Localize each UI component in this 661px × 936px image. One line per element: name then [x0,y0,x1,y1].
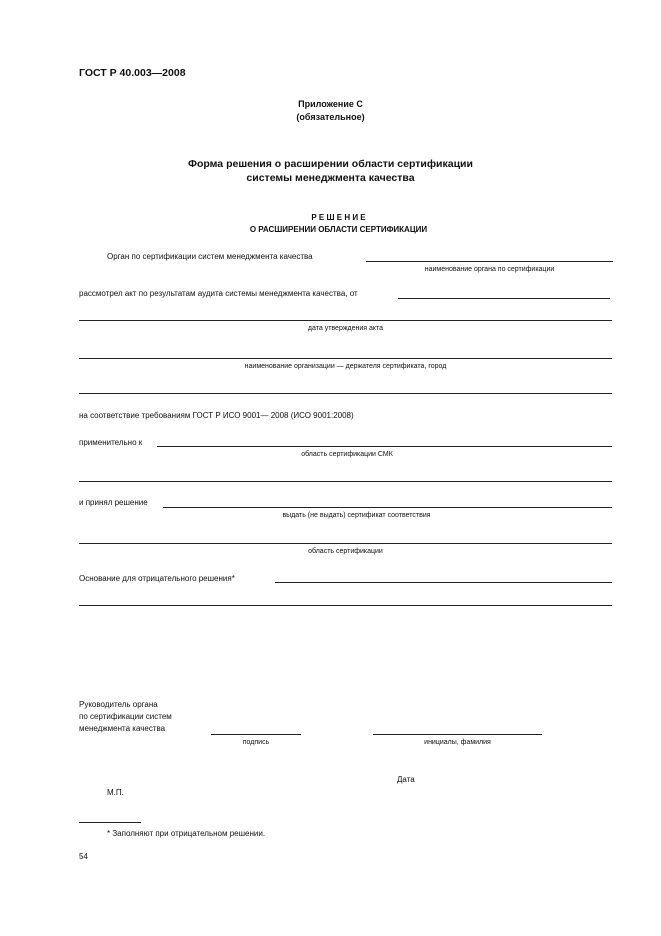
decision-label: и принял решение [79,498,148,507]
seal-label: М.П. [107,788,124,797]
page-number: 54 [79,852,88,861]
org-extra-line[interactable] [79,393,612,394]
org-caption: наименование организации — держателя сертификата, город [244,363,447,370]
scope-smk-extra-line[interactable] [79,481,612,482]
signature-role-line1: Руководитель органа [79,700,158,709]
compliance-text: на соответствие требованиям ГОСТ Р ИСО 9001— 2008 (ИСО 9001:2008) [79,411,354,420]
footnote-text: * Заполняют при отрицательном решении. [107,829,266,838]
approval-input-line[interactable] [79,320,612,321]
signature-caption: подпись [242,739,270,746]
form-title-line2: системы менеджмента качества [246,172,415,184]
decision-input-line[interactable] [163,507,612,508]
reviewed-label: рассмотрел акт по результатам аудита системы менеджмента качества, от [79,289,358,298]
name-caption: инициалы, фамилия [424,739,491,746]
negative-input-line[interactable] [275,582,612,583]
form-title-line1: Форма решения о расширении области сертификации [188,158,473,170]
appendix-status: (обязательное) [296,112,365,122]
standard-header: ГОСТ Р 40.003—2008 [79,67,186,79]
body-caption: наименование органа по сертификации [424,266,555,273]
scope-caption: область сертификации [308,548,383,555]
reviewed-date-line[interactable] [398,298,610,299]
name-input-line[interactable] [373,734,542,735]
decision-word: Р Е Ш Е Н И Е [311,213,366,222]
body-input-line[interactable] [366,261,613,262]
applied-label: применительно к [79,438,143,447]
scope-smk-input-line[interactable] [157,446,612,447]
decision-subtitle: О РАСШИРЕНИИ ОБЛАСТИ СЕРТИФИКАЦИИ [249,225,428,234]
negative-extra-line[interactable] [79,605,612,606]
signature-role-line3: менеджмента качества [79,724,166,733]
approval-caption: дата утверждения акта [307,325,384,332]
negative-label: Основание для отрицательного решения* [79,574,235,583]
decision-caption: выдать (не выдать) сертификат соответствия [282,512,431,519]
scope-input-line[interactable] [79,543,612,544]
appendix-title: Приложение С [298,99,363,109]
date-label: Дата [397,775,415,784]
signature-input-line[interactable] [211,734,301,735]
signature-role-line2: по сертификации систем [79,712,172,721]
footnote-separator [79,822,141,823]
scope-smk-caption: область сертификации СМК [301,451,393,458]
body-label: Орган по сертификации систем менеджмента качества [107,252,313,261]
org-input-line[interactable] [79,358,612,359]
